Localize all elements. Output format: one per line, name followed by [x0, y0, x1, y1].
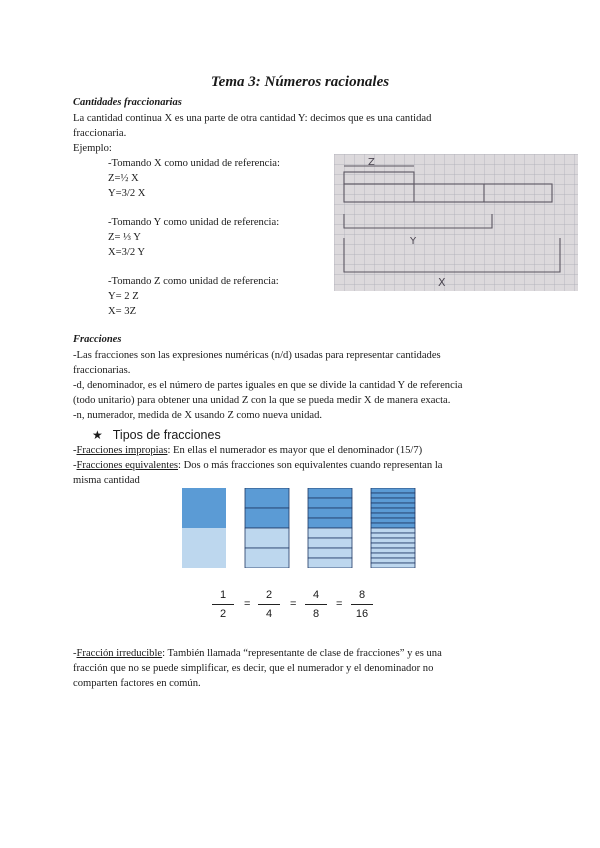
fraction-bar-segment — [371, 543, 415, 548]
fraction-bar-segment — [308, 558, 352, 568]
example-x-title: -Tomando X como unidad de referencia: — [108, 158, 280, 169]
fraction-bar-segment — [308, 488, 352, 498]
fraction-4-8 — [301, 589, 331, 620]
fraction-bar-segment — [371, 538, 415, 543]
sketch-label-z: Z — [368, 157, 375, 168]
improper-label: Fracciones impropias — [76, 445, 168, 456]
fraction-bar-segment — [308, 518, 352, 528]
fraction-1-2 — [208, 589, 238, 620]
fraction-bar-segment — [371, 498, 415, 503]
fracciones-line-1: -Las fracciones son las expresiones numéricas (n/d) usadas para representar cantidades — [73, 350, 441, 361]
example-y-line-1: Z= ⅓ Y — [108, 232, 141, 243]
irreducible-line-3: comparten factores en común. — [73, 678, 201, 689]
example-z-line-1: Y= 2 Z — [108, 291, 139, 302]
fraction-bar-segment — [245, 528, 289, 548]
irreducible-line-2: fracción que no se puede simplificar, es decir, que el numerador y el denominador no — [73, 663, 434, 674]
fraction-bar-segment — [371, 528, 415, 533]
fraction-bar-segment — [371, 523, 415, 528]
fraction-bar-segment — [371, 488, 415, 493]
tipos-heading-text: Tipos de fracciones — [112, 428, 221, 442]
fraction-bar-segment — [371, 533, 415, 538]
section-heading-fracciones: Fracciones — [73, 334, 122, 345]
fraction-bar-segment — [308, 548, 352, 558]
fraction-bar-segment — [245, 548, 289, 568]
example-y-line-2: X=3/2 Y — [108, 247, 146, 258]
star-bullet-icon: ★ — [92, 428, 103, 442]
fracciones-line-5: -n, numerador, medida de X usando Z como nueva unidad. — [73, 410, 323, 421]
example-x-line-2: Y=3/2 X — [108, 188, 146, 199]
example-z-title: -Tomando Z como unidad de referencia: — [108, 276, 279, 287]
fraction-bar-segment — [182, 528, 226, 568]
irreducible-line-1: -Fracción irreducible: También llamada “representante de clase de fracciones” y es una — [73, 648, 442, 659]
equiv-text: : Dos o más fracciones son equivalentes cuando representan la — [178, 460, 443, 471]
fraction-2-4 — [254, 589, 284, 620]
sketch-label-y: Y — [410, 236, 417, 247]
fraction-bar-segment — [182, 488, 226, 528]
fraction-bar-segment — [371, 493, 415, 498]
equiv-line: -Fracciones equivalentes: Dos o más fracciones son equivalentes cuando representan la — [73, 460, 443, 471]
fraction-denominator: 16 — [355, 608, 369, 620]
fraction-bar-segment — [371, 518, 415, 523]
fraction-bar-segment — [371, 563, 415, 568]
fraction-denominator: 2 — [219, 608, 227, 620]
improper-text: : En ellas el numerador es mayor que el denominador (15/7) — [167, 445, 423, 456]
equals-sign: = — [336, 598, 343, 610]
example-label: Ejemplo: — [73, 143, 112, 154]
fraction-bar-segment — [308, 498, 352, 508]
tipos-heading — [92, 428, 221, 442]
fracciones-line-4: (todo unitario) para obtener una unidad Z con la que se pueda medir X de manera exacta. — [73, 395, 451, 406]
fraction-bar-segment — [371, 508, 415, 513]
fraction-bar-segment — [308, 538, 352, 548]
fraction-bar-segment — [371, 548, 415, 553]
fraction-bars-illustration — [180, 488, 420, 568]
fraction-bar-segment — [371, 503, 415, 508]
fraction-denominator: 8 — [312, 608, 320, 620]
fraction-bar-segment — [308, 508, 352, 518]
fraction-numerator: 2 — [265, 589, 273, 601]
fraction-bar-segment — [308, 528, 352, 538]
equals-sign: = — [244, 598, 251, 610]
irreducible-label: Fracción irreducible — [76, 648, 163, 659]
example-z-line-2: X= 3Z — [108, 306, 137, 317]
section-heading-cantidades: Cantidades fraccionarias — [73, 97, 182, 108]
page-title: Tema 3: Números racionales — [210, 74, 390, 90]
example-x-line-1: Z=½ X — [108, 173, 139, 184]
fraction-numerator: 8 — [358, 589, 366, 601]
fracciones-line-2: fraccionarias. — [73, 365, 131, 376]
equiv-label: Fracciones equivalentes — [76, 460, 179, 471]
sketch-label-x: X — [438, 276, 446, 289]
equals-sign: = — [290, 598, 297, 610]
sketch-photo — [334, 154, 578, 291]
fraction-8-16 — [347, 589, 377, 620]
fraction-bar-segment — [371, 553, 415, 558]
fraction-bar-segment — [371, 513, 415, 518]
improper-line: -Fracciones impropias: En ellas el numerador es mayor que el denominador (15/7) — [73, 445, 423, 456]
irreducible-text-1: : También llamada “representante de clase de fracciones” y es una — [162, 648, 442, 659]
fraction-bar-segment — [245, 508, 289, 528]
example-y-title: -Tomando Y como unidad de referencia: — [108, 217, 280, 228]
intro-line-2: fraccionaria. — [73, 128, 127, 139]
fraction-numerator: 1 — [219, 589, 227, 601]
fraction-denominator: 4 — [265, 608, 273, 620]
fraction-bar-segment — [371, 558, 415, 563]
fracciones-line-3: -d, denominador, es el número de partes iguales en que se divide la cantidad Y de referencia — [73, 380, 463, 391]
fraction-numerator: 4 — [312, 589, 320, 601]
fraction-bar-segment — [245, 488, 289, 508]
equiv-line-2: misma cantidad — [73, 475, 140, 486]
intro-line-1: La cantidad continua X es una parte de otra cantidad Y: decimos que es una cantidad — [73, 113, 432, 124]
